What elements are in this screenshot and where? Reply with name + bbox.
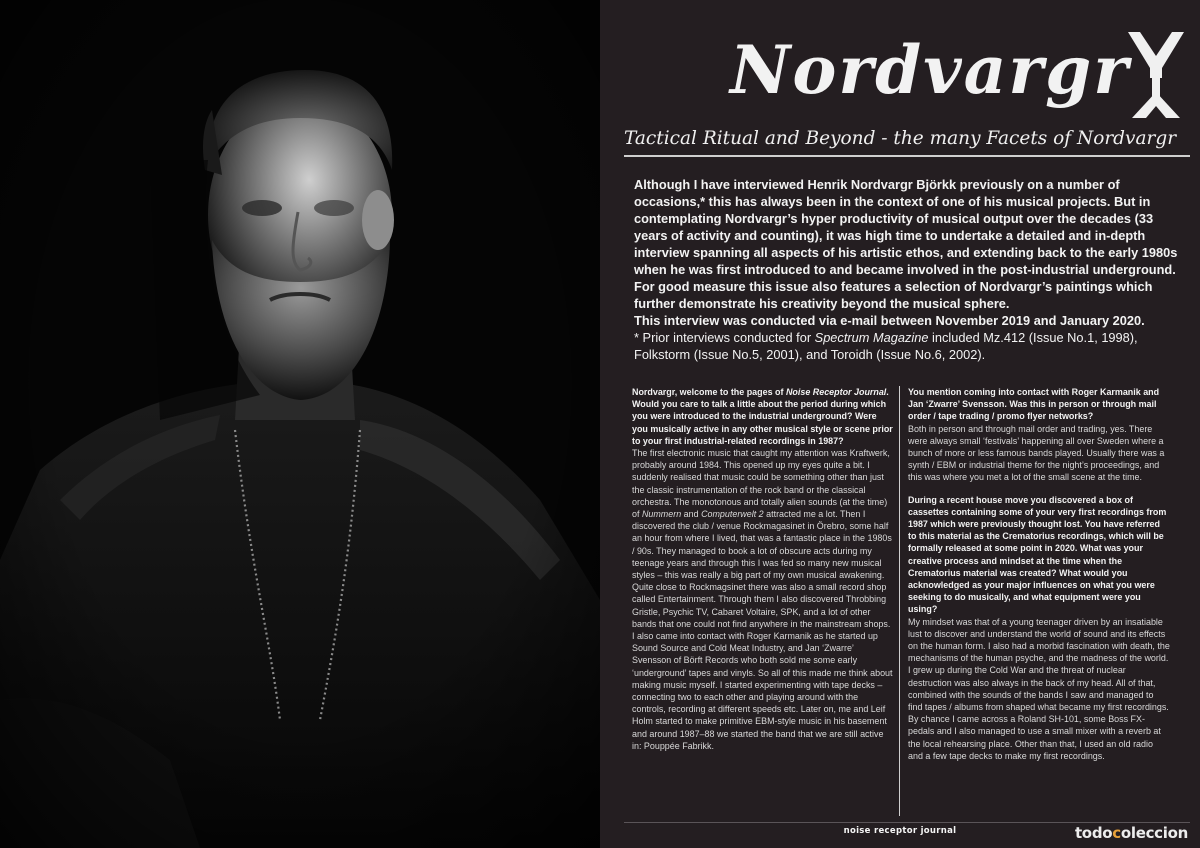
prior-note-magazine: Spectrum Magazine [814,330,929,345]
question-1-text: Nordvargr, welcome to the pages of [632,387,786,397]
answer-1-text-2: attracted me a lot. Then I discovered the club / venue Rockmagasinet in Örebro, some half an hour from where I lived, that was a fantastic place in the 1980s / 90s. They managed to book a lot of obscure acts during my teenage years and through this I was fed so many new musical styles – this was really a big part of my own musical awakening. Quite close to Rockmagsinet there was also a small record shop called Entertainment. Through them I also discovered Throbbing Gristle, Psychic TV, Cabaret Voltaire, SPK, and a lot of other bands that one could not find anywhere in the mainstream shops. [632,509,892,629]
watermark-text-2: oleccion [1120,824,1188,842]
masthead [730,30,1190,120]
nordvargr-rune-logo-icon [1128,32,1184,118]
question-1-journal: Noise Receptor Journal [785,387,887,397]
masthead-title: Nordvargr [730,31,1131,109]
todocoleccion-watermark [1075,824,1188,842]
answer-1-text: The first electronic music that caught my attention was Kraftwerk, probably around 1984. This opened up my eyes quite a bit. I suddenly realised that music could be something other than just the classic instrumentation of the rock band or the classical orchestra. The monotonous and totally alien sounds (at the time) of [632,448,890,520]
left-column [632,386,894,752]
intro-conducted: This interview was conducted via e-mail between November 2019 and January 2020. [634,313,1145,328]
answer-3: My mindset was that of a young teenager driven by an insatiable lust to discover and understand the world of sound and its effects on the human form. I also had a morbid fascination with death, the mechanisms of the human psyche, and the madness of the world. I grew up during the Cold War and the threat of nuclear destruction was also always in the back of my head. All of that, combined with the sounds of the bands I saw and managed to find tapes / albums from shaped what became my first recordings. By chance I came across a Roland SH-101, some Boss FX-pedals and I also managed to use a small mixer with a reverb at the local rehearsing place. Other than that, I used an old radio and a few tape decks to make my first recordings. [908,616,1170,761]
article-page [600,0,1200,848]
interview-columns [632,386,1188,822]
paragraph-gap [908,484,1170,494]
answer-1-paragraph-1 [632,447,894,630]
answer-1-album-2: Computerwelt 2 [701,509,764,520]
answer-1-and: and [681,509,702,520]
answer-1-album-1: Nummern [641,509,682,520]
watermark-accent: c [1112,824,1121,842]
watermark-text-1: todo [1074,824,1113,842]
article-subtitle: Tactical Ritual and Beyond - the many Facets of Nordvargr [624,128,1177,149]
intro-paragraph: Although I have interviewed Henrik Nordvargr Björkk previously on a number of occasions,* this has always been in the context of one of his musical projects. But in contemplating Nordvargr’s hyper productivity of musical output over the decades (33 years of activity and counting), it was high time to undertake a detailed and in-depth interview spanning all aspects of his artistic ethos, and extending back to the early 1980s when he was first introduced to and became involved in the post-industrial underground. [634,177,1178,277]
question-1 [632,386,894,447]
subtitle-divider [624,155,1190,157]
intro-prior-note [634,329,1180,363]
footer-journal-name: noise receptor journal [843,826,957,836]
intro-block [634,176,1180,363]
intro-measure: For good measure this issue also features a selection of Nordvargr’s paintings which further demonstrate his creativity beyond the musical sphere. [634,279,1153,311]
right-column [908,386,1170,762]
question-3: During a recent house move you discovered a box of cassettes containing some of your very first recordings from 1987 which were previously thought lost. You have referred to this material as the Crematorius recordings, which will be formally released at some point in 2020. What was your creative process and mindset at the time when the Crematorius material was created? What would you acknowledged as your major influences on what you were seeking to do musically, and what equipment were you using? [908,494,1167,615]
question-1-text-2: . Would you care to talk a little about the period during which you were introduced to the industrial underground? Were you musically active in any other musical style or scene prior to your first industrial-related recordings in 1987? [632,387,893,446]
prior-note-text: * Prior interviews conducted for [634,330,815,345]
footer-divider [624,822,1190,823]
prior-note-text-2: included Mz.412 (Issue No.1, 1998), Folkstorm (Issue No.5, 2001), and Toroidh (Issue No.6, 2002). [634,330,1138,362]
question-2: You mention coming into contact with Roger Karmanik and Jan ‘Zwarre’ Svensson. Was this in person or through mail order / tape trading / promo flyer networks? [908,387,1160,422]
answer-1-paragraph-2: I also came into contact with Roger Karmanik as he started up Sound Source and Cold Meat Industry, and Jan ‘Zwarre’ Svensson of Börft Records who both sold me some early ‘underground’ tapes and vinyls. So all of this made me think about making music myself. I started experimenting with tape decks – connecting two to each other and playing around with the controls, recording at different speeds etc. Later on, me and Leif Holm started to make primitive EBM-style music in his basement and around 1987–88 we started the band that we are still active in: Pouppée Fabrikk. [632,631,893,751]
column-divider [899,386,900,816]
answer-2: Both in person and through mail order and trading, yes. There were always small ‘festivals’ happening all over Sweden where a bunch of more or less famous bands played. Usually there was a synth / EBM or industrial theme for the night’s proceedings, and this was where you met a lot of the small scene at the time. [908,423,1165,483]
